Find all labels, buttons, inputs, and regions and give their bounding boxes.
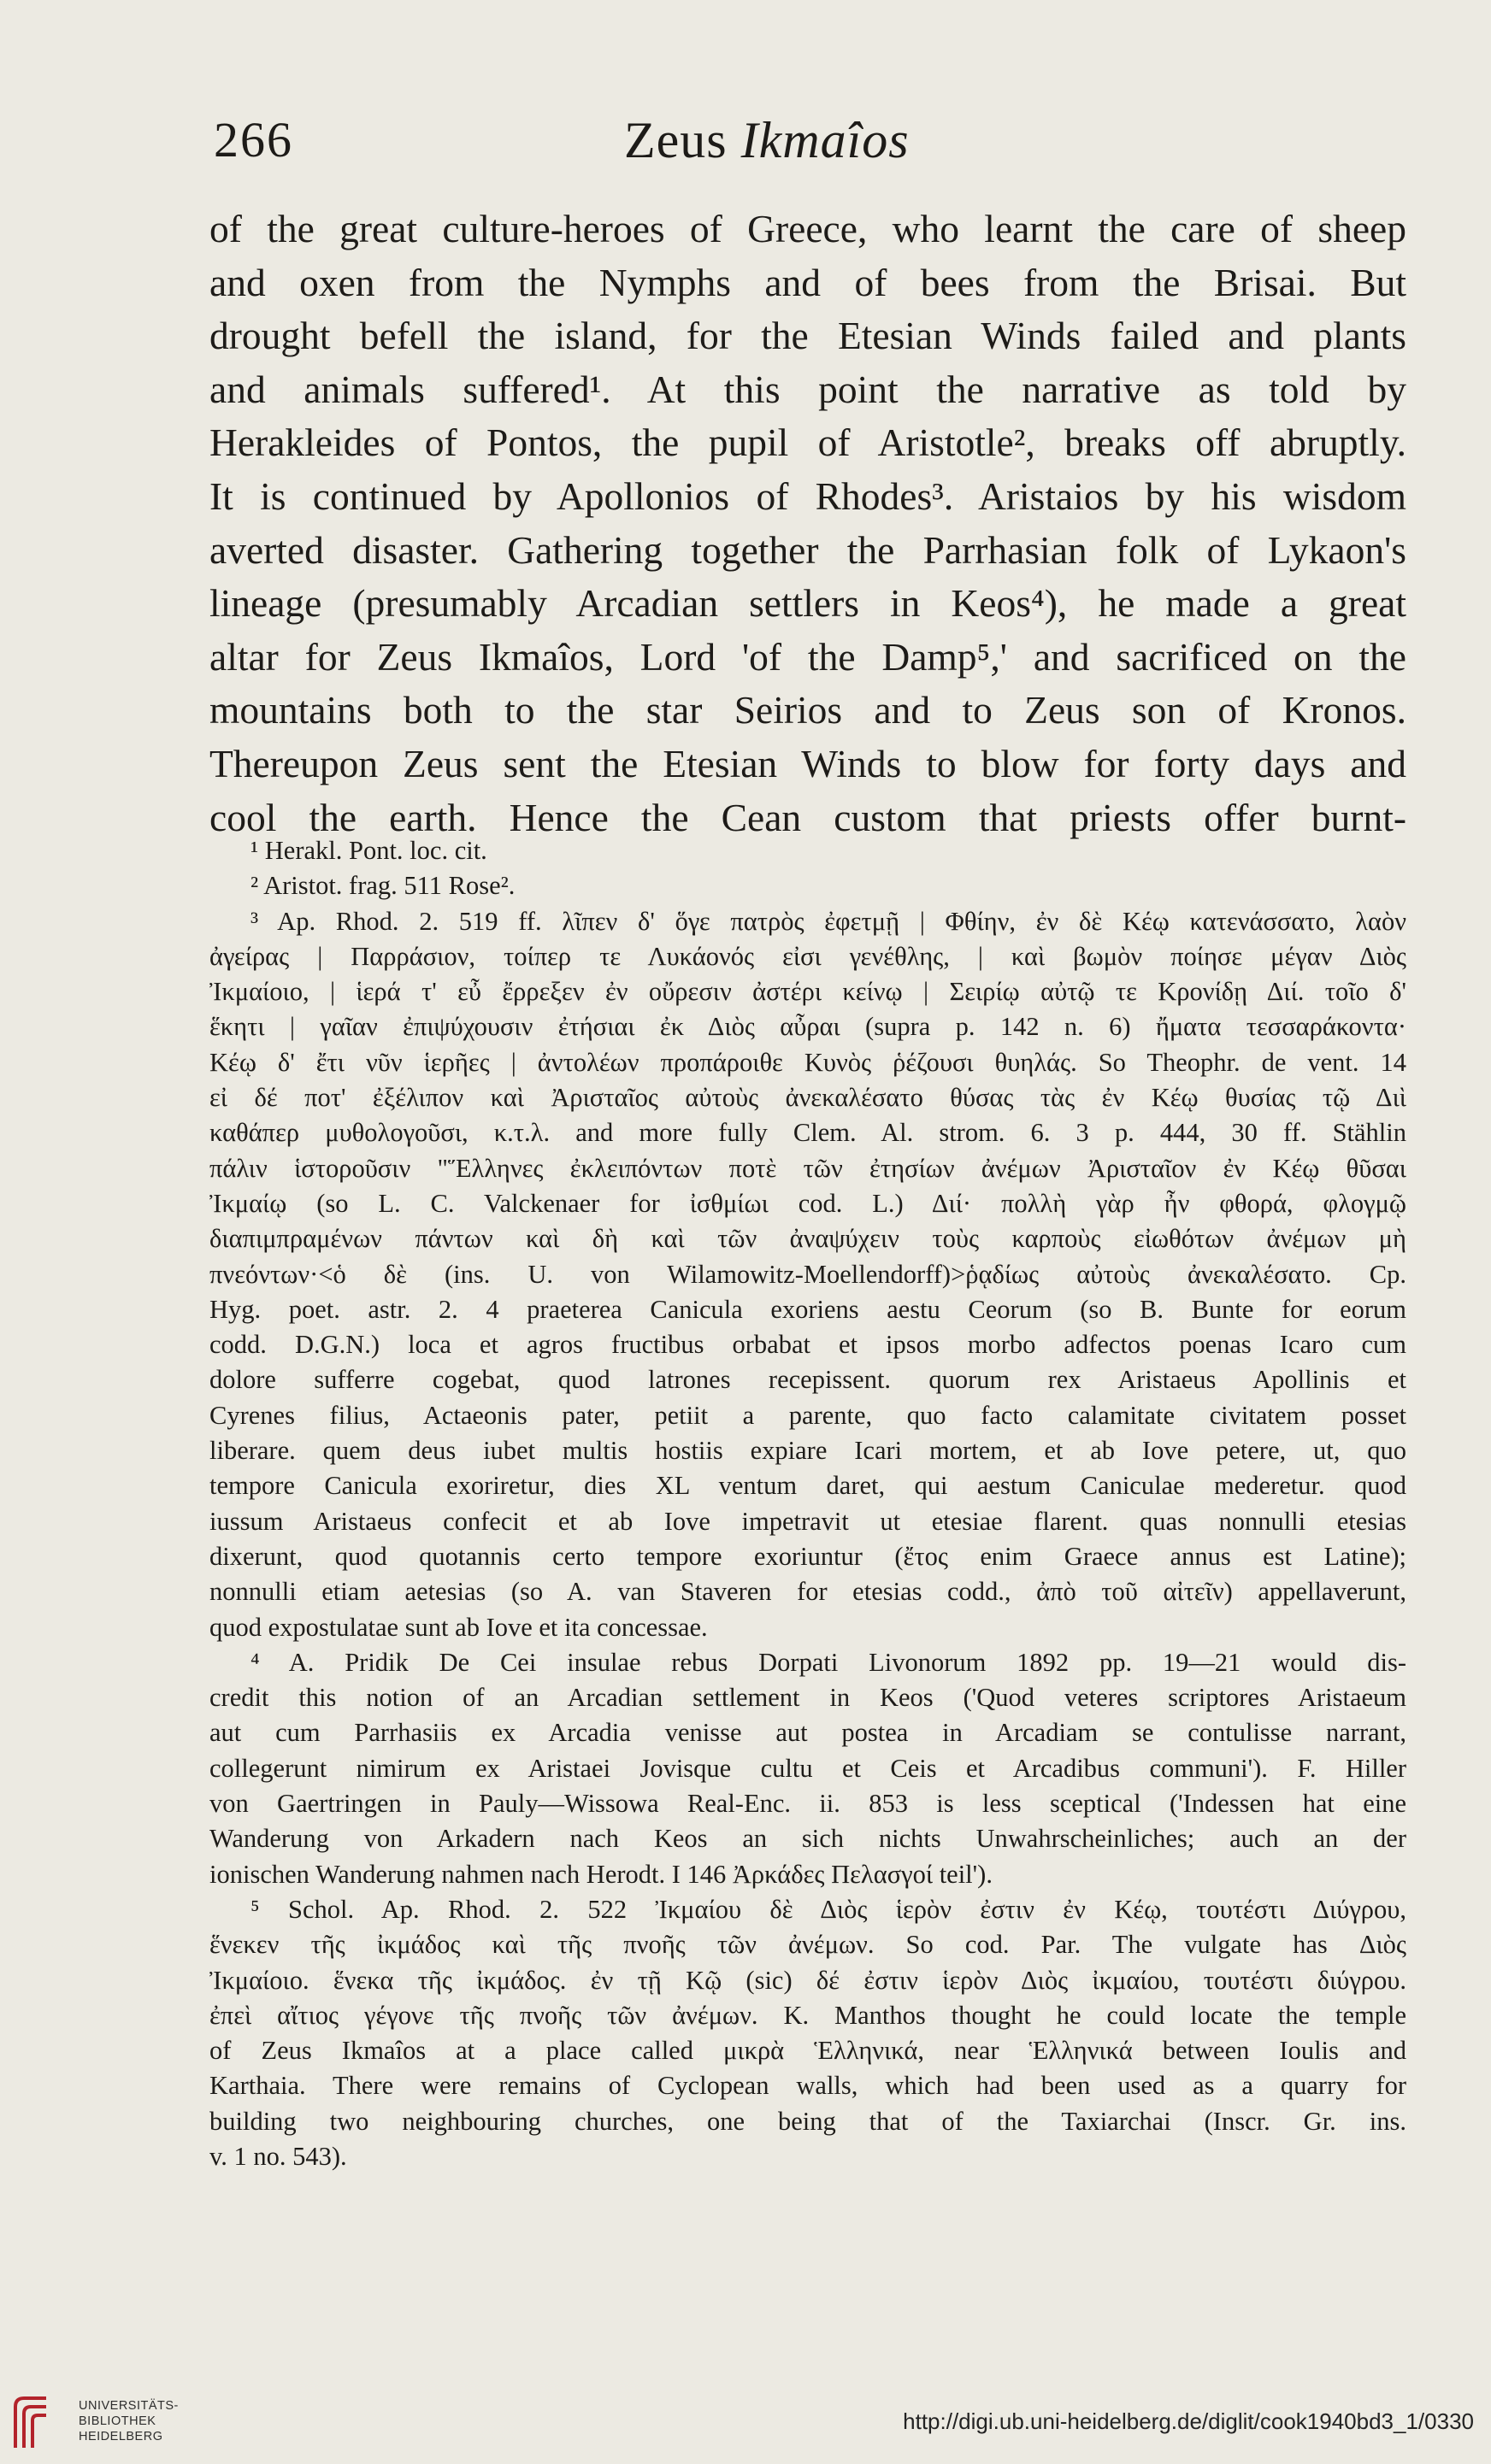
- footnote-line: καθάπερ μυθολογοῦσι, κ.τ.λ. and more fully Clem. Al. strom. 6. 3 p. 444, 30 ff. Stählin: [209, 1118, 1406, 1148]
- footnote-line: Κέῳ δ' ἔτι νῦν ἱερῆες | ἀντολέων προπάροιθε Κυνὸς ῥέζουσι θυηλάς. So Theophr. de vent. 14: [209, 1047, 1406, 1077]
- body-line: drought befell the island, for the Etesian Winds failed and plants: [209, 314, 1406, 358]
- body-line: Herakleides of Pontos, the pupil of Aristotle², breaks off abruptly.: [209, 420, 1406, 465]
- footnote-line: building two neighbouring churches, one being that of the Taxiarchai (Inscr. Gr. ins.: [209, 2106, 1406, 2136]
- footnote-line: von Gaertringen in Pauly—Wissowa Real-Enc. ii. 853 is less sceptical ('Indessen hat eine: [209, 1789, 1406, 1819]
- footnote-line: ἀγείρας | Παρράσιον, τοίπερ τε Λυκάονός εἰσι γενέθλης, | καὶ βωμὸν ποίησε μέγαν Διὸς: [209, 941, 1406, 971]
- library-name-line: BIBLIOTHEK: [79, 2414, 156, 2428]
- footnote-line: dixerunt, quod quotannis certo tempore exoriuntur (ἔτος enim Graece annus est Latine);: [209, 1541, 1406, 1571]
- footnote-line: collegerunt nimirum ex Aristaei Jovisque cultu et Ceis et Arcadibus communi'). F. Hiller: [209, 1753, 1406, 1783]
- footnote-line: ¹ Herakl. Pont. loc. cit.: [250, 836, 487, 865]
- footnote-line: διαπιμπραμένων πάντων καὶ δὴ καὶ τῶν ἀναψύχειν τοὺς καρποὺς εἰωθότων ἀνέμων μὴ: [209, 1224, 1406, 1254]
- running-title-prefix: Zeus: [624, 112, 741, 168]
- footnote-line: Hyg. poet. astr. 2. 4 praeterea Canicula exoriens aestu Ceorum (so B. Bunte for eorum: [209, 1294, 1406, 1324]
- body-line: It is continued by Apollonios of Rhodes³. Aristaios by his wisdom: [209, 473, 1406, 518]
- running-title: [624, 111, 910, 170]
- library-name-line: HEIDELBERG: [79, 2430, 163, 2443]
- footnote-line: πάλιν ἱστοροῦσιν "Ἕλληνες ἐκλειπόντων ποτὲ τῶν ἐτησίων ἀνέμων Ἀρισταῖον ἐν Κέῳ θῦσαι: [209, 1153, 1406, 1183]
- footnote-line: of Zeus Ikmaîos at a place called μικρὰ Ἑλληνικά, near Ἑλληνικά between Ioulis and: [209, 2036, 1406, 2066]
- footnote-line: iussum Aristaeus confecit et ab Iove impetravit ut etesiae flarent. quas nonnulli etesias: [209, 1506, 1406, 1536]
- footnote-line: Cyrenes filius, Actaeonis pater, petiit a parente, quo facto calamitate civitatem posset: [209, 1400, 1406, 1430]
- footnote-line: ἐπεὶ αἴτιος γέγονε τῆς πνοῆς τῶν ἀνέμων. K. Manthos thought he could locate the temple: [209, 2000, 1406, 2030]
- footnote-line: tempore Canicula exoriretur, dies XL ventum daret, qui aestum Caniculae mederetur. quod: [209, 1471, 1406, 1501]
- footnote-line: codd. D.G.N.) loca et agros fructibus orbabat et ipsos morbo adfectos poenas Icaro cum: [209, 1330, 1406, 1360]
- page-header: [214, 111, 1411, 188]
- footnote-line: liberare. quem deus iubet multis hostiis expiare Icari mortem, et ab Iove petere, ut, quo: [209, 1436, 1406, 1466]
- body-line: lineage (presumably Arcadian settlers in Keos⁴), he made a great: [209, 581, 1406, 626]
- footnote-line: nonnulli etiam aetesias (so A. van Staveren for etesias codd., ἀπὸ τοῦ αἰτεῖν) appellaverunt,: [209, 1577, 1406, 1607]
- footnotes: [209, 833, 1406, 2174]
- library-logo-icon[interactable]: [12, 2395, 63, 2449]
- body-line: of the great culture-heroes of Greece, who learnt the care of sheep: [209, 207, 1406, 250]
- footnote-line: aut cum Parrhasiis ex Arcadia venisse aut postea in Arcadiam se contulisse narrant,: [209, 1718, 1406, 1748]
- source-url-link[interactable]: http://digi.ub.uni-heidelberg.de/diglit/cook1940bd3_1/0330: [903, 2408, 1474, 2434]
- library-name: [79, 2398, 179, 2444]
- body-line: cool the earth. Hence the Cean custom that priests offer burnt-: [209, 795, 1406, 839]
- footnote-line: Karthaia. There were remains of Cyclopean walls, which had been used as a quarry for: [209, 2071, 1406, 2101]
- body-line: and animals suffered¹. At this point the narrative as told by: [209, 367, 1406, 411]
- footnote-line: Wanderung von Arkadern nach Keos an sich nichts Unwahrscheinliches; auch an der: [209, 1824, 1406, 1854]
- footnote-line: Ἰκμαίοιο. ἕνεκα τῆς ἰκμάδος. ἐν τῇ Κῷ (sic) δέ ἐστιν ἱερὸν Διὸς ἰκμαίου, τουτέστι διύγρου.: [209, 1965, 1406, 1995]
- body-line: mountains both to the star Seirios and to Zeus son of Kronos.: [209, 688, 1406, 732]
- body-line: Thereupon Zeus sent the Etesian Winds to blow for forty days and: [209, 741, 1406, 785]
- footnote-line: εἰ δέ ποτ' ἐξέλιπον καὶ Ἀρισταῖος αὐτοὺς ἀνεκαλέσατο θύσας τὰς ἐν Κέῳ θυσίας τῷ Διὶ: [209, 1083, 1406, 1113]
- footnote-line: ² Aristot. frag. 511 Rose².: [250, 871, 516, 901]
- body-line: averted disaster. Gathering together the Parrhasian folk of Lykaon's: [209, 527, 1406, 572]
- footnote-line: ἕνεκεν τῆς ἰκμάδος καὶ τῆς πνοῆς τῶν ἀνέμων. So cod. Par. The vulgate has Διὸς: [209, 1930, 1406, 1960]
- footnote-line: ionischen Wanderung nahmen nach Herodt. I 146 Ἀρκάδες Πελασγοί teil').: [209, 1859, 993, 1889]
- footnote-line: credit this notion of an Arcadian settlement in Keos ('Quod veteres scriptores Aristaeum: [209, 1683, 1406, 1713]
- body-line: altar for Zeus Ikmaîos, Lord 'of the Damp⁵,' and sacrificed on the: [209, 634, 1406, 679]
- page-number: 266: [214, 112, 293, 168]
- footnote-line: πνεόντων·<ὁ δὲ (ins. U. von Wilamowitz-Moellendorff)>ῥᾳδίως αὐτοὺς ἀνεκαλέσατο. Cp.: [209, 1259, 1406, 1289]
- footnote-line: ⁵ Schol. Ap. Rhod. 2. 522 Ἰκμαίου δὲ Διὸς ἱερὸν ἐστιν ἐν Κέῳ, τουτέστι Διύγρου,: [250, 1894, 1406, 1924]
- footnote-line: v. 1 no. 543).: [209, 2141, 347, 2171]
- library-name-line: UNIVERSITÄTS-: [79, 2399, 179, 2413]
- body-text: [209, 203, 1406, 844]
- footnote-line: Ἰκμαίῳ (so L. C. Valckenaer for ἰσθμίωι cod. L.) Διί· πολλὴ γὰρ ἦν φθορά, φλογμῷ: [209, 1188, 1406, 1218]
- footnote-line: ⁴ A. Pridik De Cei insulae rebus Dorpati Livonorum 1892 pp. 19—21 would dis-: [250, 1647, 1406, 1677]
- footnote-line: Ἰκμαίοιο, | ἱερά τ' εὖ ἔρρεξεν ἐν οὔρεσιν ἀστέρι κείνῳ | Σειρίῳ αὐτῷ τε Κρονίδῃ Διί. τοῖο δ': [209, 977, 1406, 1007]
- footnote-line: ἕκητι | γαῖαν ἐπιψύχουσιν ἐτήσιαι ἐκ Διὸς αὖραι (supra p. 142 n. 6) ἤματα τεσσαράκοντα·: [209, 1012, 1406, 1042]
- running-title-italic: Ikmaîos: [740, 112, 910, 168]
- footnote-line: ³ Ap. Rhod. 2. 519 ff. λῖπεν δ' ὅγε πατρὸς ἐφετμῇ | Φθίην, ἐν δὲ Κέῳ κατενάσσατο, λαὸν: [250, 906, 1406, 936]
- footnote-line: dolore sufferre cogebat, quod latrones recepissent. quorum rex Aristaeus Apollinis et: [209, 1365, 1406, 1395]
- body-line: and oxen from the Nymphs and of bees from the Brisai. But: [209, 260, 1406, 304]
- footnote-line: quod expostulatae sunt ab Iove et ita concessae.: [209, 1612, 708, 1642]
